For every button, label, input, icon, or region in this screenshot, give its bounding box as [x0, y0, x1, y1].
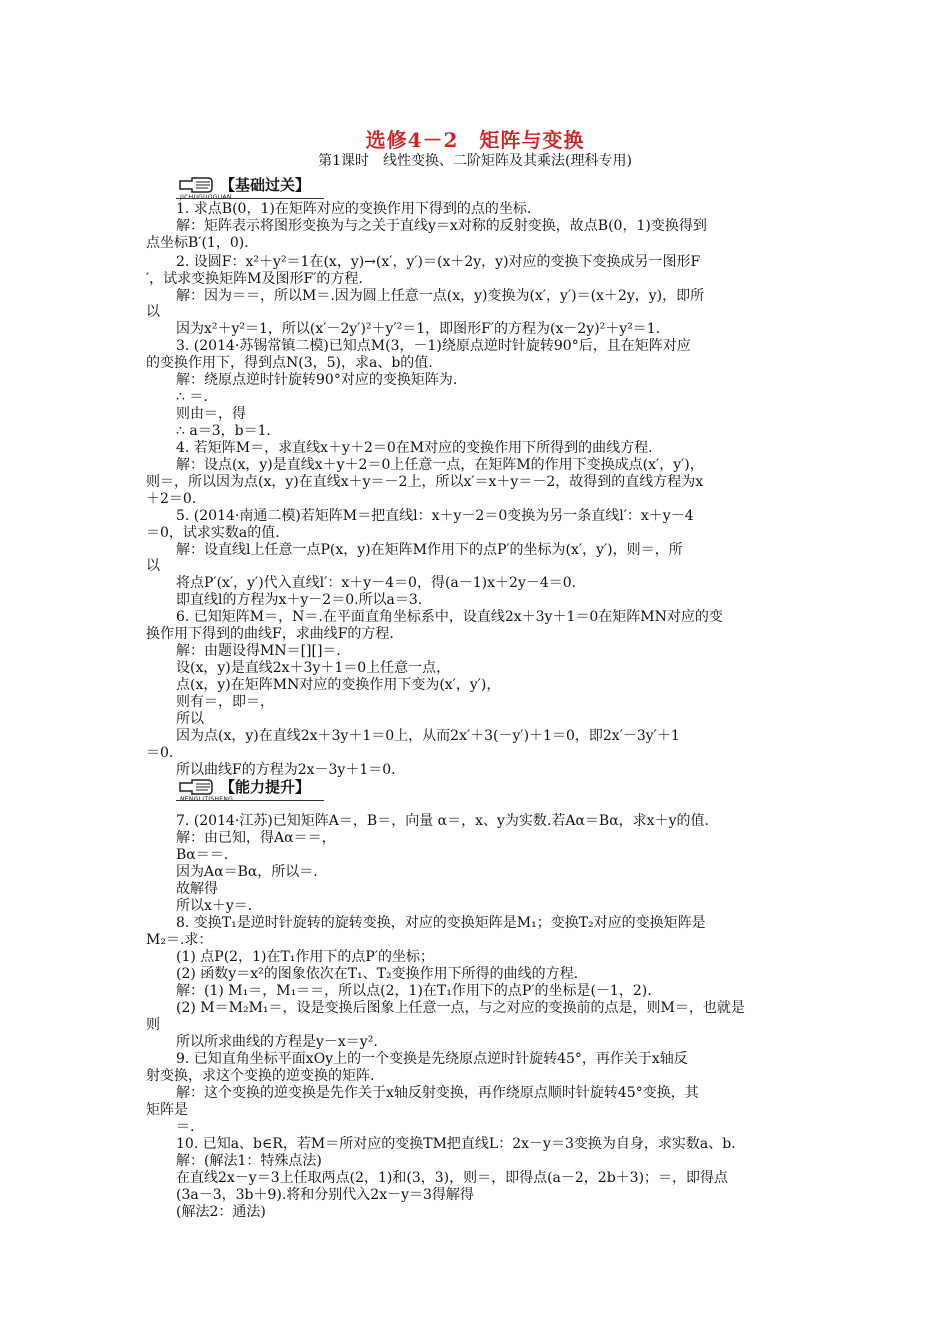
text-line: ＋2＝0. — [146, 491, 197, 507]
text-line: 设(x，y)是直线2x＋3y＋1＝0上任意一点， — [176, 660, 451, 676]
text-line: 则 — [146, 1017, 160, 1033]
text-line: 则有＝，即＝， — [176, 694, 274, 710]
text-line: 解：由已知，得Aα＝＝， — [176, 830, 336, 846]
text-line: 解：矩阵表示将图形变换为与之关于直线y＝x对称的反射变换，故点B(0，1)变换得到 — [176, 218, 707, 234]
text-line: (2) M＝M₂M₁＝，设是变换后图象上任意一点，与之对应的变换前的点是，则M＝，也就是 — [176, 1000, 745, 1016]
text-line: 解：由题设得MN＝[][]＝. — [176, 643, 341, 659]
text-line: 射变换，求这个变换的逆变换的矩阵. — [146, 1068, 375, 1084]
text-line: ＝. — [176, 1119, 195, 1135]
text-line: 点坐标B′(1，0). — [146, 235, 249, 251]
text-line: 解：这个变换的逆变换是先作关于x轴反射变换，再作绕原点顺时针旋转45°变换，其 — [176, 1085, 699, 1101]
section-divider — [176, 198, 324, 199]
text-line: 解：(1) M₁＝，M₁＝＝，所以点(2，1)在T₁作用下的点P′的坐标是(－1，2). — [176, 983, 652, 999]
text-line: 因为Aα＝Bα，所以＝. — [176, 864, 318, 880]
text-line: 解：(解法1：特殊点法) — [176, 1153, 322, 1169]
text-line: 解：因为＝＝，所以M＝.因为圆上任意一点(x，y)变换为(x′，y′)＝(x＋2y，y)，即所 — [176, 288, 705, 304]
text-line: 4. 若矩阵M＝，求直线x＋y＋2＝0在M对应的变换作用下所得到的曲线方程. — [176, 440, 653, 456]
text-line: 将点P′(x′，y′)代入直线l′：x＋y－4＝0，得(a－1)x＋2y－4＝0. — [176, 575, 577, 591]
section-label-basic: 【基础过关】 — [220, 176, 311, 194]
text-line: 因为点(x，y)在直线2x＋3y＋1＝0上，从而2x′＋3(－y′)＋1＝0，即2x′－3y′＋1 — [176, 728, 680, 744]
text-line: 所以曲线F的方程为2x－3y＋1＝0. — [176, 762, 396, 778]
text-line: 以 — [146, 304, 160, 320]
text-line: 故解得 — [176, 881, 218, 897]
text-line: 7. (2014·江苏)已知矩阵A＝，B＝，向量 α＝，x、y为实数.若Aα＝Bα，求x＋y的值. — [176, 813, 709, 829]
text-line: 解：设直线l上任意一点P(x，y)在矩阵M作用下的点P′的坐标为(x′，y′)，则＝，所 — [176, 542, 683, 558]
text-line: 解：绕原点逆时针旋转90°对应的变换矩阵为. — [176, 372, 458, 388]
text-line: ∴ ＝. — [176, 389, 208, 405]
text-line: 解：设点(x，y)是直线x＋y＋2＝0上任意一点，在矩阵M的作用下变换成点(x′，y′)， — [176, 457, 704, 473]
text-line: 2. 设圆F：x²＋y²＝1在(x，y)→(x′，y′)＝(x＋2y，y)对应的变换下变换成另一图形F — [176, 254, 701, 270]
text-line: M₂＝.求： — [146, 932, 213, 948]
text-line: ′，试求变换矩阵M及图形F′的方程. — [146, 271, 363, 287]
text-line: 6. 已知矩阵M＝，N＝.在平面直角坐标系中，设直线2x＋3y＋1＝0在矩阵MN对应的变 — [176, 609, 723, 625]
text-line: 点(x，y)在矩阵MN对应的变换作用下变为(x′，y′)， — [176, 677, 501, 693]
text-line: 8. 变换T₁是逆时针旋转的旋转变换，对应的变换矩阵是M₁；变换T₂对应的变换矩阵是 — [176, 915, 706, 931]
text-line: 则＝，所以因为点(x，y)在直线x＋y＝－2上，所以x′＝x＋y＝－2，故得到的直线方程为x — [146, 474, 704, 490]
text-line: 3. (2014·苏锡常镇二模)已知点M(3，－1)绕原点逆时针旋转90°后，且在矩阵对应 — [176, 338, 691, 354]
page-subtitle: 第1课时 线性变换、二阶矩阵及其乘法(理科专用) — [318, 153, 632, 169]
text-line: 即直线l的方程为x＋y－2＝0.所以a＝3. — [176, 592, 423, 608]
text-line: (2) 函数y＝x²的图象依次在T₁、T₂变换作用下所得的曲线的方程. — [176, 966, 579, 982]
text-line: 以 — [146, 558, 160, 574]
text-line: (3a－3，3b＋9).将和分别代入2x－y＝3得解得 — [176, 1187, 474, 1203]
text-line: 换作用下得到的曲线F，求曲线F的方程. — [146, 626, 394, 642]
text-line: 5. (2014·南通二模)若矩阵M＝把直线l：x＋y－2＝0变换为另一条直线l′：x＋y－4 — [176, 508, 694, 524]
text-line: 所以所求曲线的方程是y－x＝y². — [176, 1034, 378, 1050]
text-line: ＝0，试求实数a的值. — [146, 525, 280, 541]
text-line: 的变换作用下，得到点N(3，5)，求a、b的值. — [146, 355, 433, 371]
text-line: 矩阵是 — [146, 1102, 188, 1118]
page-title: 选修4－2 矩阵与变换 — [365, 128, 585, 152]
text-line: 在直线2x－y＝3上任取两点(2，1)和(3，3)，则＝，即得点(a－2，2b＋3)；＝，即得点 — [176, 1170, 729, 1186]
section-label-advanced: 【能力提升】 — [220, 778, 311, 796]
text-line: 因为x²＋y²＝1，所以(x′－2y′)²＋y′²＝1，即图形F′的方程为(x－2y)²＋y²＝1. — [176, 321, 661, 337]
text-line: 则由＝，得 — [176, 406, 246, 422]
text-line: ∴ a＝3，b＝1. — [176, 423, 271, 439]
text-line: 9. 已知直角坐标平面xOy上的一个变换是先绕原点逆时针旋转45°，再作关于x轴反 — [176, 1051, 688, 1067]
text-line: ＝0. — [146, 745, 174, 761]
text-line: 所以x＋y＝. — [176, 898, 253, 914]
text-line: 所以 — [176, 711, 204, 727]
text-line: 10. 已知a、b∈R，若M＝所对应的变换TM把直线L：2x－y＝3变换为自身，求实数a、b. — [176, 1136, 736, 1152]
text-line: Bα＝＝. — [176, 847, 229, 863]
section-divider — [176, 800, 324, 801]
text-line: 1. 求点B(0，1)在矩阵对应的变换作用下得到的点的坐标. — [176, 201, 532, 217]
text-line: (1) 点P(2，1)在T₁作用下的点P′的坐标； — [176, 949, 434, 965]
text-line: (解法2：通法) — [176, 1204, 266, 1220]
